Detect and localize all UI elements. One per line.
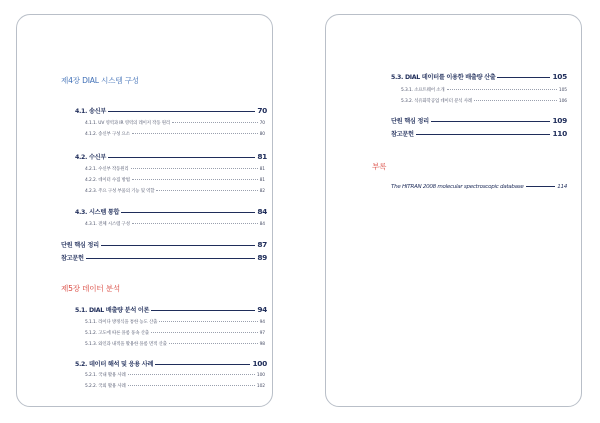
- toc-entry-5-3[interactable]: 5.3. DIAL 데이터를 이용한 배출량 산출 105: [391, 72, 567, 81]
- toc-entry-5-3-1[interactable]: 5.3.1. 소프트웨어 소개 105: [401, 88, 567, 93]
- toc-entry-appendix-hitran[interactable]: The HITRAN 2008 molecular spectroscopic database 114: [391, 184, 567, 190]
- toc-entry-4-3-1[interactable]: 4.3.1. 전체 시스템 구성 84: [85, 222, 265, 227]
- appendix-title: 부록: [372, 162, 387, 171]
- toc-entry-4-1-1[interactable]: 4.1.1. UV 영역과 IR 영역의 레이저 작동 원리 70: [85, 121, 265, 126]
- toc-entry-5-2-1[interactable]: 5.2.1. 국내 활용 사례 100: [85, 373, 265, 378]
- toc-entry-4-3[interactable]: 4.3. 시스템 통합 84: [75, 207, 267, 216]
- toc-entry-5-3-2[interactable]: 5.3.2. 석유화학공업 데이터 분석 사례 106: [401, 99, 567, 104]
- right-page: [325, 14, 582, 407]
- chapter-4-title: 제4장 DIAL 시스템 구성: [61, 76, 139, 85]
- toc-entry-4-2[interactable]: 4.2. 수신부 81: [75, 152, 267, 161]
- toc-entry-ch5-summary[interactable]: 단원 핵심 정리 109: [391, 116, 567, 125]
- toc-entry-5-2-2[interactable]: 5.2.2. 국외 활용 사례 102: [85, 384, 265, 389]
- toc-entry-ch4-references[interactable]: 참고문헌 89: [61, 253, 267, 262]
- toc-entry-4-1[interactable]: 4.1. 송신부 70: [75, 106, 267, 115]
- toc-entry-5-2[interactable]: 5.2. 데이터 해석 및 응용 사례 100: [75, 359, 267, 368]
- toc-entry-ch5-references[interactable]: 참고문헌 110: [391, 129, 567, 138]
- toc-entry-5-1[interactable]: 5.1. DIAL 배출량 분석 이론 94: [75, 305, 267, 314]
- toc-entry-4-1-2[interactable]: 4.1.2. 송신부 구성 요소 80: [85, 132, 265, 137]
- chapter-5-title: 제5장 데이터 분석: [61, 284, 121, 293]
- toc-entry-ch4-summary[interactable]: 단원 핵심 정리 87: [61, 240, 267, 249]
- toc-entry-4-2-2[interactable]: 4.2.2. 데이터 수집 방법 81: [85, 178, 265, 183]
- toc-entry-5-1-1[interactable]: 5.1.1. 라이다 방정식을 통한 농도 산출 94: [85, 320, 265, 325]
- toc-entry-5-1-3[interactable]: 5.1.3. 와인과 내적을 활용한 플룸 면적 산출 98: [85, 342, 265, 347]
- left-page: [16, 14, 273, 407]
- toc-entry-4-2-1[interactable]: 4.2.1. 수신부 작동원리 81: [85, 167, 265, 172]
- toc-entry-4-2-3[interactable]: 4.2.3. 주요 구성 부품의 기능 및 역할 82: [85, 189, 265, 194]
- toc-entry-5-1-2[interactable]: 5.1.2. 고도에 따른 플룸 풍속 산출 97: [85, 331, 265, 336]
